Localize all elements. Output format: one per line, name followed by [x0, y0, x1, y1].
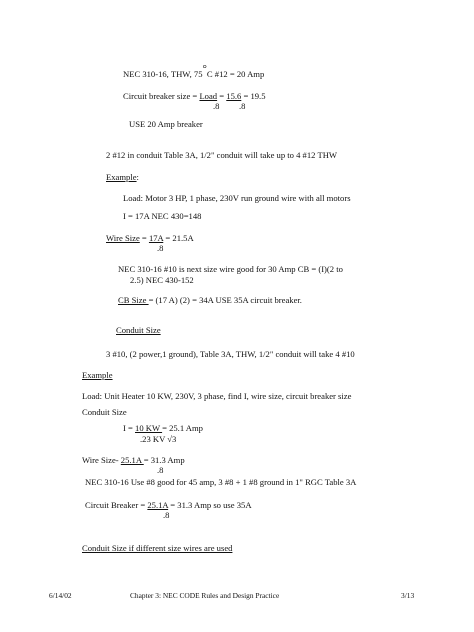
footer-page-number: 3/13 [401, 591, 415, 600]
conduit-size-label-2: Conduit Size [82, 407, 127, 417]
footer-date: 6/14/02 [49, 591, 72, 600]
current-formula-line: I = 10 KW = 25.1 Amp [123, 423, 203, 433]
current-17a-line: I = 17A NEC 430=148 [123, 211, 202, 221]
wire-size-line-1: Wire Size = 17A = 21.5A [106, 233, 194, 243]
conduit-size-heading-1: Conduit Size [116, 325, 161, 335]
footer-chapter: Chapter 3: NEC CODE Rules and Design Practice [130, 591, 280, 600]
circuit-breaker-size-line: Circuit breaker size = Load = 15.6 = 19.5 [123, 91, 266, 101]
load-motor-line: Load: Motor 3 HP, 1 phase, 230V run ground wire with all motors [123, 193, 351, 203]
conduit-size-different-wires-heading: Conduit Size if different size wires are used [82, 543, 233, 553]
wire-size-line-2: Wire Size- 25.1A = 31.3 Amp [82, 455, 185, 465]
nec-310-16-line: NEC 310-16, THW, 75°C #12 = 20 Amp [123, 63, 265, 79]
item-3-line: 3 #10, (2 power,1 ground), Table 3A, THW, 1/2" conduit will take 4 #10 [106, 349, 355, 359]
cb-divisor-2: .8 [239, 101, 246, 111]
nec-next-size-line-a: NEC 310-16 #10 is next size wire good for 30 Amp CB = (I)(2 to [118, 264, 343, 274]
example-heading-2: Example [82, 370, 113, 380]
example-heading-1: Example: [106, 172, 139, 182]
cb-divisor-1: .8 [213, 101, 220, 111]
use-20-amp-line: USE 20 Amp breaker [129, 119, 203, 129]
circuit-breaker-divisor-2: .8 [163, 510, 170, 520]
load-unit-heater-line: Load: Unit Heater 10 KW, 230V, 3 phase, find I, wire size, circuit breaker size [82, 391, 352, 401]
cb-size-line: CB Size = (17 A) (2) = 34A USE 35A circuit breaker. [118, 295, 302, 305]
wire-size-divisor-1: .8 [157, 243, 164, 253]
nec-use-8-line: NEC 310-16 Use #8 good for 45 amp, 3 #8 + 1 #8 ground in 1" RGC Table 3A [85, 477, 357, 487]
current-formula-divisor: .23 KV √3 [140, 434, 177, 444]
wire-size-divisor-2: .8 [157, 465, 164, 475]
item-2-line: 2 #12 in conduit Table 3A, 1/2" conduit will take up to 4 #12 THW [106, 150, 338, 160]
degree-symbol: ° [202, 63, 207, 75]
circuit-breaker-line-2: Circuit Breaker = 25.1A = 31.3 Amp so use 35A [85, 500, 252, 510]
nec-next-size-line-b: 2.5) NEC 430-152 [130, 275, 194, 285]
